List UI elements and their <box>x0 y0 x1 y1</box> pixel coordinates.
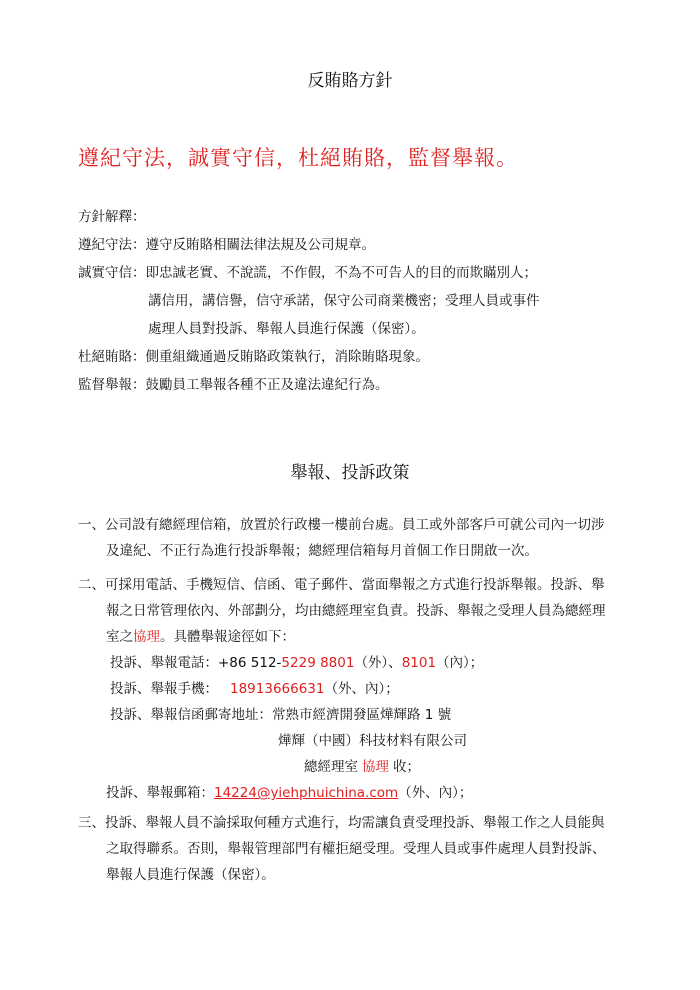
report-email-line <box>106 784 472 802</box>
report-mail-address: 投訴、舉報信函郵寄地址：常熟市經濟開發區燁輝路 1 號 <box>110 707 452 723</box>
explain-item <box>78 376 389 394</box>
paragraph-1-line: 及違紀、不正行為進行投訴舉報；總經理信箱每月首個工作日開啟一次。 <box>106 543 538 559</box>
text-segment: 。具體舉報途徑如下： <box>160 629 295 645</box>
explain-term: 誠實守信： <box>78 265 146 281</box>
report-phone-line <box>110 654 483 672</box>
mobile-number: 18913666631 <box>230 681 325 697</box>
phone-label: 投訴、舉報電話：+86 512- <box>110 655 282 671</box>
explain-term: 監督舉報： <box>78 377 146 393</box>
report-mail-company: 燁輝（中國）科技材料有限公司 <box>278 733 467 749</box>
explain-heading: 方針解釋： <box>78 209 146 225</box>
explain-text: 即忠誠老實、不說謊，不作假，不為不可告人的目的而欺瞞別人； <box>145 265 537 281</box>
policy-slogan: 遵紀守法，誠實守信，杜絕賄賂，監督舉報。 <box>78 146 518 170</box>
paragraph-2-line: 報之日常管理依內、外部劃分，均由總經理室負責。投訴、舉報之受理人員為總經理 <box>106 603 606 619</box>
text-segment: （內）； <box>436 655 484 671</box>
explain-item <box>78 348 429 366</box>
highlight-role: 協理 <box>362 759 389 775</box>
explain-item <box>78 236 375 254</box>
explain-item <box>148 320 425 338</box>
explain-term: 杜絕賄賂： <box>78 349 146 365</box>
explain-item <box>78 264 537 282</box>
report-policy-title: 舉報、投訴政策 <box>290 463 410 483</box>
explain-text: 講信用，講信譽，信守承諾，保守公司商業機密；受理人員或事件 <box>148 293 540 309</box>
mobile-label: 投訴、舉報手機： <box>110 681 218 697</box>
policy-title: 反賄賂方針 <box>307 71 393 91</box>
explain-text: 處理人員對投訴、舉報人員進行保護（保密）。 <box>148 321 425 337</box>
text-segment: （外、內）； <box>398 785 473 801</box>
text-segment: （外）、 <box>354 655 402 671</box>
report-mobile-line <box>110 680 399 698</box>
text-segment: 收； <box>393 759 420 775</box>
explain-term: 遵紀守法： <box>78 237 146 253</box>
paragraph-3-line: 舉報人員進行保護（保密）。 <box>106 867 275 883</box>
highlight-role: 協理 <box>133 629 160 645</box>
email-link[interactable]: 14224@yiehphuichina.com <box>214 785 399 801</box>
text-segment: （外、內）； <box>324 681 399 697</box>
paragraph-3-line: 三、投訴、舉報人員不論採取何種方式進行，均需讓負責受理投訴、舉報工作之人員能與 <box>78 815 605 831</box>
paragraph-2-line: 二、可採用電話、手機短信、信函、電子郵件、當面舉報之方式進行投訴舉報。投訴、舉 <box>78 577 605 593</box>
explain-item <box>148 292 540 310</box>
email-label: 投訴、舉報郵箱： <box>106 785 214 801</box>
paragraph-2-line <box>106 628 295 646</box>
report-mail-recipient <box>304 758 420 776</box>
explain-text: 側重組織通過反賄賂政策執行，消除賄賂現象。 <box>145 349 429 365</box>
paragraph-3-line: 之取得聯系。否則，舉報管理部門有權拒絕受理。受理人員或事件處理人員對投訴、 <box>106 841 606 857</box>
text-segment: 總經理室 <box>304 759 358 775</box>
phone-extension: 8101 <box>401 655 437 671</box>
explain-text: 遵守反賄賂相關法律法規及公司規章。 <box>145 237 375 253</box>
phone-number: 5229 8801 <box>281 655 355 671</box>
text-segment: 室之 <box>106 629 133 645</box>
explain-text: 鼓勵員工舉報各種不正及違法違紀行為。 <box>145 377 389 393</box>
paragraph-1-line: 一、公司設有總經理信箱，放置於行政樓一樓前台處。員工或外部客戶可就公司內一切涉 <box>78 517 605 533</box>
